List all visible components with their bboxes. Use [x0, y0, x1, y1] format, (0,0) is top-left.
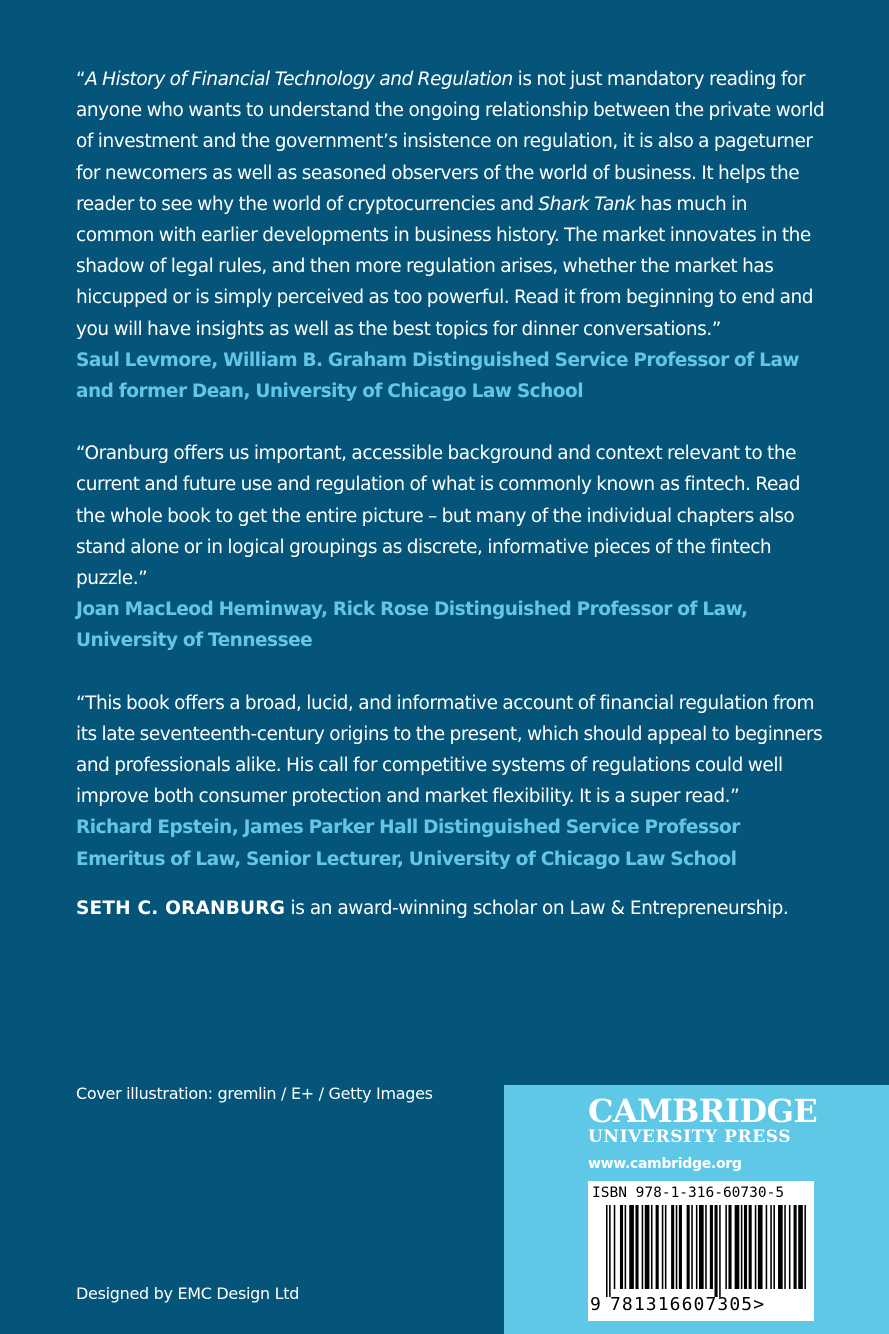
barcode-bar [798, 1205, 803, 1289]
barcode-bar [715, 1205, 718, 1297]
barcode-bar [758, 1205, 763, 1289]
barcode-bar [784, 1205, 786, 1289]
publisher-url: www.cambridge.org [588, 1156, 742, 1172]
barcode-bar [676, 1205, 678, 1289]
barcode-bar [620, 1205, 623, 1289]
barcode-bar [691, 1205, 693, 1289]
book-title-italic: A History of Financial Technology and Regulation [85, 69, 513, 90]
barcode-bar [725, 1205, 727, 1289]
show-title-italic: Shark Tank [538, 193, 636, 215]
barcode-digits-rest: 781316607305> [610, 1294, 766, 1315]
endorsement-quote: “Oranburg offers us important, accessible background and context relevant to the current and future use and regulation of what is commonly known as fintech. Read the whole book to get the entire picture – but many of the individual chapters also stand alone or in logical groupings as discrete, informative pieces of the fintech puzzle.” [76, 443, 801, 590]
barcode-bar [766, 1205, 768, 1289]
isbn-barcode [588, 1181, 814, 1321]
author-bio-text: is an award-winning scholar on Law & Entrepreneurship. [285, 897, 789, 919]
endorsement-3 [76, 688, 828, 875]
barcode-bar [679, 1205, 682, 1289]
barcode-bar [778, 1205, 783, 1289]
quote-text: is not just mandatory reading for anyone who wants to understand the ongoing relationship between the private world of investment and the government’s insistence on regulation, it is also a pageturner for newcomers as well as seasoned observers of the world of business. It helps the reader to see why the world of cryptocurrencies and [76, 69, 825, 215]
publisher-logo-name: CAMBRIDGE [588, 1092, 818, 1130]
barcode-bar [606, 1205, 608, 1297]
endorsement-quote [76, 64, 828, 345]
barcode-bar [705, 1205, 707, 1289]
endorsement-attribution: Richard Epstein, James Parker Hall Distinguished Service Professor Emeritus of Law, Senior Lecturer, University of Chicago Law School [76, 817, 740, 870]
barcode-bar [755, 1205, 757, 1289]
barcode-bar [770, 1205, 772, 1289]
barcode-bar [773, 1205, 775, 1289]
endorsement-2 [76, 438, 828, 656]
barcode-bar [728, 1205, 731, 1289]
author-name: SETH C. ORANBURG [76, 897, 286, 919]
barcode-bar [735, 1205, 740, 1289]
barcode-bar [710, 1205, 713, 1289]
design-credit: Designed by EMC Design Ltd [76, 1284, 300, 1303]
barcode-bar [651, 1205, 653, 1289]
barcode-bar [744, 1205, 747, 1289]
quote-text: has much in common with earlier developments in business history. The market innovates in the shadow of legal rules, and then more regulation arises, whether the market has hiccupped or is simply perceived as too powerful. Read it from beginning to end and you will have insights as well as the best topics for dinner conversations.” [76, 193, 814, 340]
barcode-bars [592, 1205, 810, 1297]
endorsement-1 [76, 64, 828, 407]
barcode-bar [696, 1205, 698, 1289]
endorsement-attribution: Joan MacLeod Heminway, Rick Rose Distinguished Professor of Law, University of Tennessee [76, 599, 748, 652]
barcode-bar [687, 1205, 690, 1289]
publisher-logo-subtitle: UNIVERSITY PRESS [588, 1127, 792, 1147]
barcode-bar [642, 1205, 644, 1289]
endorsement-attribution: Saul Levmore, William B. Graham Distinguished Service Professor of Law and former Dean, University of Chicago Law School [76, 349, 800, 403]
barcode-bar [625, 1205, 627, 1289]
barcode-bar [656, 1205, 659, 1289]
barcode-bar [609, 1205, 611, 1297]
endorsement-quote: “This book offers a broad, lucid, and informative account of financial regulation from its late seventeenth-century origins to the present, which should appeal to beginners and professionals alike. His call for competitive systems of regulations could well improve both consumer protection and market flexibility. It is a super read.” [76, 692, 823, 808]
publisher-panel [504, 1085, 889, 1334]
barcode-bar [614, 1205, 616, 1289]
barcode-bar [665, 1205, 667, 1289]
barcode-bar [719, 1205, 721, 1297]
back-cover-text [76, 64, 828, 924]
barcode-bar [699, 1205, 704, 1289]
author-bio [76, 893, 828, 924]
barcode-digit-first: 9 [590, 1294, 601, 1315]
barcode-bar [645, 1205, 650, 1289]
barcode-bar [741, 1205, 743, 1289]
cover-illustration-credit: Cover illustration: gremlin / E+ / Getty Images [76, 1084, 433, 1103]
barcode-bar [662, 1205, 664, 1289]
barcode-bar [794, 1205, 797, 1289]
quote-open-mark: “ [76, 69, 86, 90]
barcode-bar [635, 1205, 638, 1289]
barcode-bar [789, 1205, 791, 1289]
isbn-label: ISBN 978-1-316-60730-5 [592, 1185, 785, 1201]
barcode-bar [749, 1205, 752, 1289]
barcode-bar [671, 1205, 674, 1289]
barcode-bar [629, 1205, 634, 1289]
barcode-bar [804, 1205, 806, 1289]
